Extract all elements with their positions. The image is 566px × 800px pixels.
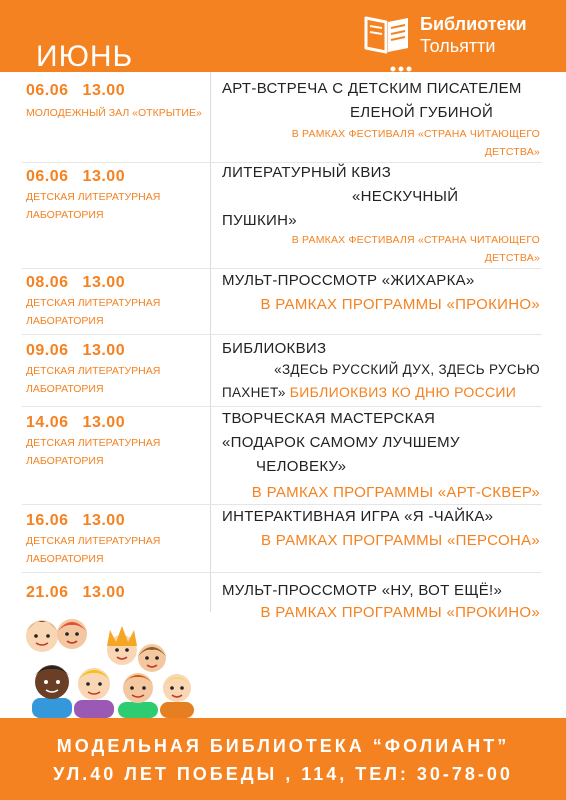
event-date: 06.06 13.00 — [26, 168, 126, 185]
event-note-line: ДЕТСТВА» — [484, 146, 540, 158]
book-icon — [362, 12, 412, 56]
event-date: 09.06 13.00 — [26, 342, 126, 359]
event-title-line: «ЗДЕСЬ РУССКИЙ ДУХ, ЗДЕСЬ РУСЬЮ — [274, 362, 540, 377]
event-program: В РАМКАХ ПРОГРАММЫ «ПРОКИНО» — [260, 604, 540, 621]
event-divider — [22, 268, 542, 269]
footer-library-name: МОДЕЛЬНАЯ БИБЛИОТЕКА “ФОЛИАНТ” — [56, 736, 510, 756]
event-location: ДЕТСКАЯ ЛИТЕРАТУРНАЯ ЛАБОРАТОРИЯ — [26, 191, 161, 221]
event-title-line: БИБЛИОКВИЗ — [222, 340, 327, 357]
event-location: ДЕТСКАЯ ЛИТЕРАТУРНАЯ ЛАБОРАТОРИЯ — [26, 535, 161, 565]
event-inline-note: БИБЛИОКВИЗ КО ДНЮ РОССИИ — [289, 384, 517, 400]
event-divider — [22, 504, 542, 505]
event-date: 21.06 13.00 — [26, 584, 126, 601]
month-title: ИЮНЬ — [36, 40, 134, 73]
event-note-line: ДЕТСТВА» — [484, 252, 540, 264]
event-divider — [22, 406, 542, 407]
event-location: ДЕТСКАЯ ЛИТЕРАТУРНАЯ ЛАБОРАТОРИЯ — [26, 437, 161, 467]
header-bar — [0, 0, 566, 72]
event-location: ДЕТСКАЯ ЛИТЕРАТУРНАЯ ЛАБОРАТОРИЯ — [26, 365, 161, 395]
event-title-line: ЕЛЕНОЙ ГУБИНОЙ — [350, 104, 494, 121]
event-title-line: ПУШКИН» — [222, 212, 297, 229]
logo-text-line2: Тольятти — [420, 36, 496, 56]
library-logo[interactable] — [362, 10, 552, 66]
event-title-line: ЧЕЛОВЕКУ» — [256, 458, 347, 475]
event-title-line: ТВОРЧЕСКАЯ МАСТЕРСКАЯ — [222, 410, 436, 427]
event-note-line: В РАМКАХ ФЕСТИВАЛЯ «СТРАНА ЧИТАЮЩЕГО — [291, 128, 540, 140]
event-date: 08.06 13.00 — [26, 274, 126, 291]
event-divider — [22, 162, 542, 163]
event-note-line: В РАМКАХ ФЕСТИВАЛЯ «СТРАНА ЧИТАЮЩЕГО — [291, 234, 540, 246]
event-date: 14.06 13.00 — [26, 414, 126, 431]
event-location: ДЕТСКАЯ ЛИТЕРАТУРНАЯ ЛАБОРАТОРИЯ — [26, 297, 161, 327]
event-title-line: ИНТЕРАКТИВНАЯ ИГРА «Я -ЧАЙКА» — [222, 508, 494, 525]
event-date: 16.06 13.00 — [26, 512, 126, 529]
logo-text-line1: Библиотеки — [420, 14, 527, 34]
event-title-line: «НЕСКУЧНЫЙ — [352, 188, 459, 205]
event-title-line: ПАХНЕТ» БИБЛИОКВИЗ КО ДНЮ РОССИИ — [222, 384, 517, 400]
footer-address: УЛ.40 ЛЕТ ПОБЕДЫ , 114, ТЕЛ: 30-78-00 — [53, 764, 513, 784]
column-divider — [210, 72, 211, 612]
event-title-line: «ПОДАРОК САМОМУ ЛУЧШЕМУ — [222, 434, 460, 451]
event-divider — [22, 572, 542, 573]
event-program: В РАМКАХ ПРОГРАММЫ «АРТ-СКВЕР» — [251, 484, 540, 501]
event-title-line: МУЛЬТ-ПРОССМОТР «ЖИХАРКА» — [222, 272, 475, 289]
event-title-line: МУЛЬТ-ПРОССМОТР «НУ, ВОТ ЕЩЁ!» — [222, 582, 503, 599]
event-divider — [22, 334, 542, 335]
event-location: МОЛОДЕЖНЫЙ ЗАЛ «ОТКРЫТИЕ» — [26, 107, 202, 119]
event-date: 06.06 13.00 — [26, 82, 126, 99]
event-program: В РАМКАХ ПРОГРАММЫ «ПРОКИНО» — [260, 296, 540, 313]
event-title-line: АРТ-ВСТРЕЧА С ДЕТСКИМ ПИСАТЕЛЕМ — [222, 80, 522, 97]
footer-bar — [0, 718, 566, 800]
events-list — [0, 72, 566, 612]
event-title-line: ЛИТЕРАТУРНЫЙ КВИЗ — [222, 164, 392, 181]
kids-illustration — [22, 612, 197, 718]
event-program: В РАМКАХ ПРОГРАММЫ «ПЕРСОНА» — [261, 532, 540, 549]
